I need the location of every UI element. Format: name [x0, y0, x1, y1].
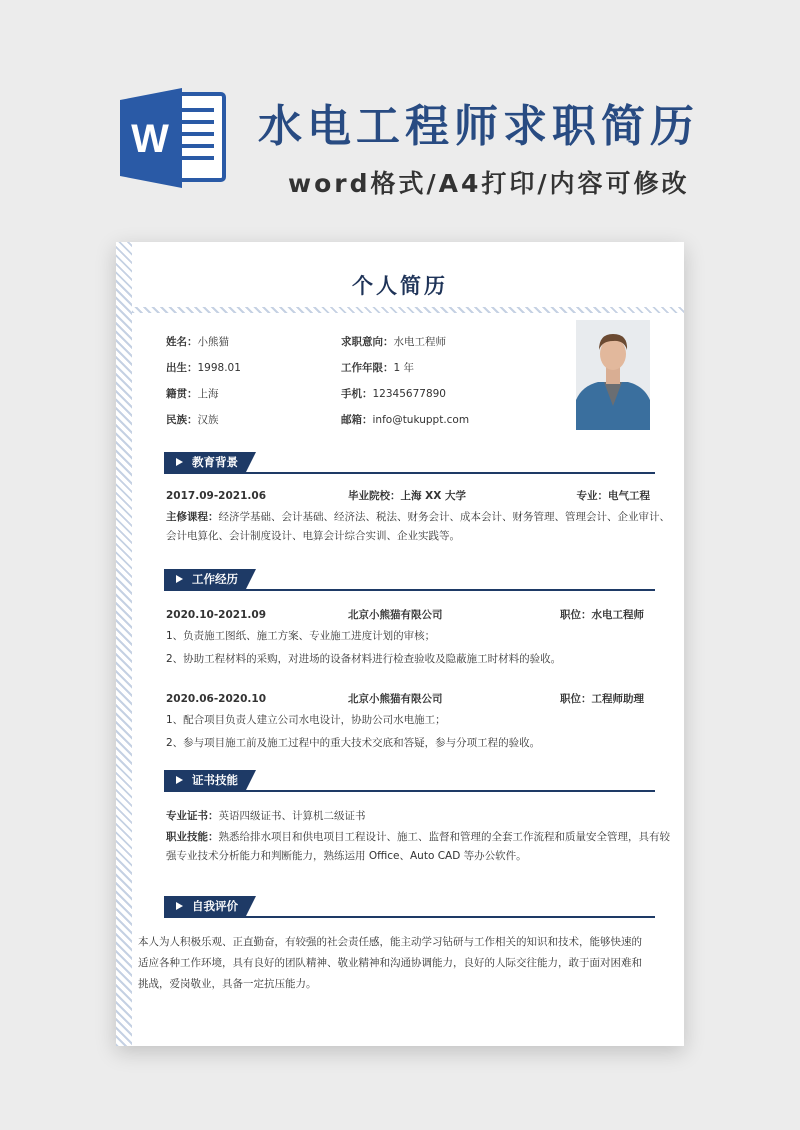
info-work-years: 工作年限：1 年 [341, 362, 415, 374]
info-hometown: 籍贯：上海 [166, 388, 219, 400]
section-work-header: 工作经历 [164, 569, 655, 591]
self-evaluation-text: 本人为人积极乐观、正直勤奋，有较强的社会责任感，能主动学习钻研与工作相关的知识和技术，能够快速的 适应各种工作环境，具有良好的团队精神、敬业精神和沟通协调能力，良好的人际交往能力，敢于面对困难和 挑战，爱岗敬业，具备一定抗压能力。 [138, 936, 642, 990]
resume-sheet: 个人简历 姓名：小熊猫 出生：1998.01 籍贯：上海 民族：汉族 求职意向：水电工程师 工作年限：1 年 手机：12345677890 邮箱：info@tukuppt.com 教育背景 2017.09-2021.06 毕业院校：上海 XX 大学 专业：电气工程 主修课程：经济学基础、会计基础、经济法、税法、财务会计、成本会计、财务管理、管理会计、企业审计、 会计电算化、会计制度设计、电算会计综合实训、企业实践等。 工作经历 2020.10-2021.09 北京小熊猫有限公司 职位：水电工程师 1、负责施工图纸、施工方案、专业施工进度计划的审核； 2、协助工程材料的采购，对进场的设备材料进行检查验收及隐蔽施工时材料的验收。 2020.06-2020.10 北京小熊猫有限公司 职位：工程师助理 1、配合项目负责人建立公司水电设计，协助公司水电施工； 2、参与项目施工前及施工过程中的重大技术交底和答疑，参与分项工程的验收。 证书技能 专业证书：英语四级证书、计算机二级证书 职业技能：熟悉给排水项目和供电项目工程设计、施工、监督和管理的全套工作流程和质量安全管理，具有较 强专业技术分析能力和判断能力，熟练运用 Office、Auto CAD 等办公软件。 自我评价 本人为人积极乐观、正直勤奋，有较强的社会责任感，能主动学习钻研与工作相关的知识和技术，能够快速的 适应各种工作环境，具有良好的团队精神、敬业精神和沟通协调能力，良好的人际交往能力，敢于面对困难和 挑战，爱岗敬业，具备一定抗压能力。 [116, 242, 684, 1046]
info-job-intention: 求职意向：水电工程师 [341, 336, 446, 348]
section-skills-header: 证书技能 [164, 770, 655, 792]
job-duties: 1、负责施工图纸、施工方案、专业施工进度计划的审核； 2、协助工程材料的采购，对进场的设备材料进行检查验收及隐蔽施工时材料的验收。 [166, 630, 562, 665]
svg-text:W: W [131, 117, 169, 161]
skills-certificates: 专业证书：英语四级证书、计算机二级证书 [166, 810, 366, 822]
info-name: 姓名：小熊猫 [166, 336, 229, 348]
info-email: 邮箱：info@tukuppt.com [341, 414, 470, 426]
decorative-stripe-left [116, 242, 132, 1046]
banner-subtitle: word格式/A4打印/内容可修改 [288, 169, 690, 198]
skills-abilities: 职业技能：熟悉给排水项目和供电项目工程设计、施工、监督和管理的全套工作流程和质量安全管理，具有较 强专业技术分析能力和判断能力，熟练运用 Office、Auto CAD 等办公软件。 [166, 831, 670, 862]
profile-photo [576, 320, 650, 430]
section-education-header: 教育背景 [164, 452, 655, 474]
decorative-stripe-top [132, 307, 684, 313]
info-ethnicity: 民族：汉族 [166, 414, 219, 426]
word-logo-icon [118, 86, 226, 190]
section-self-header: 自我评价 [164, 896, 655, 918]
info-phone: 手机：12345677890 [341, 388, 446, 400]
resume-title: 个人简历 [352, 274, 448, 298]
education-courses: 主修课程：经济学基础、会计基础、经济法、税法、财务会计、成本会计、财务管理、管理会计、企业审计、 会计电算化、会计制度设计、电算会计综合实训、企业实践等。 [166, 511, 670, 542]
info-birth: 出生：1998.01 [166, 362, 241, 374]
banner-title: 水电工程师求职简历 [258, 101, 699, 152]
job-duties: 1、配合项目负责人建立公司水电设计，协助公司水电施工； 2、参与项目施工前及施工过程中的重大技术交底和答疑，参与分项工程的验收。 [166, 714, 541, 749]
